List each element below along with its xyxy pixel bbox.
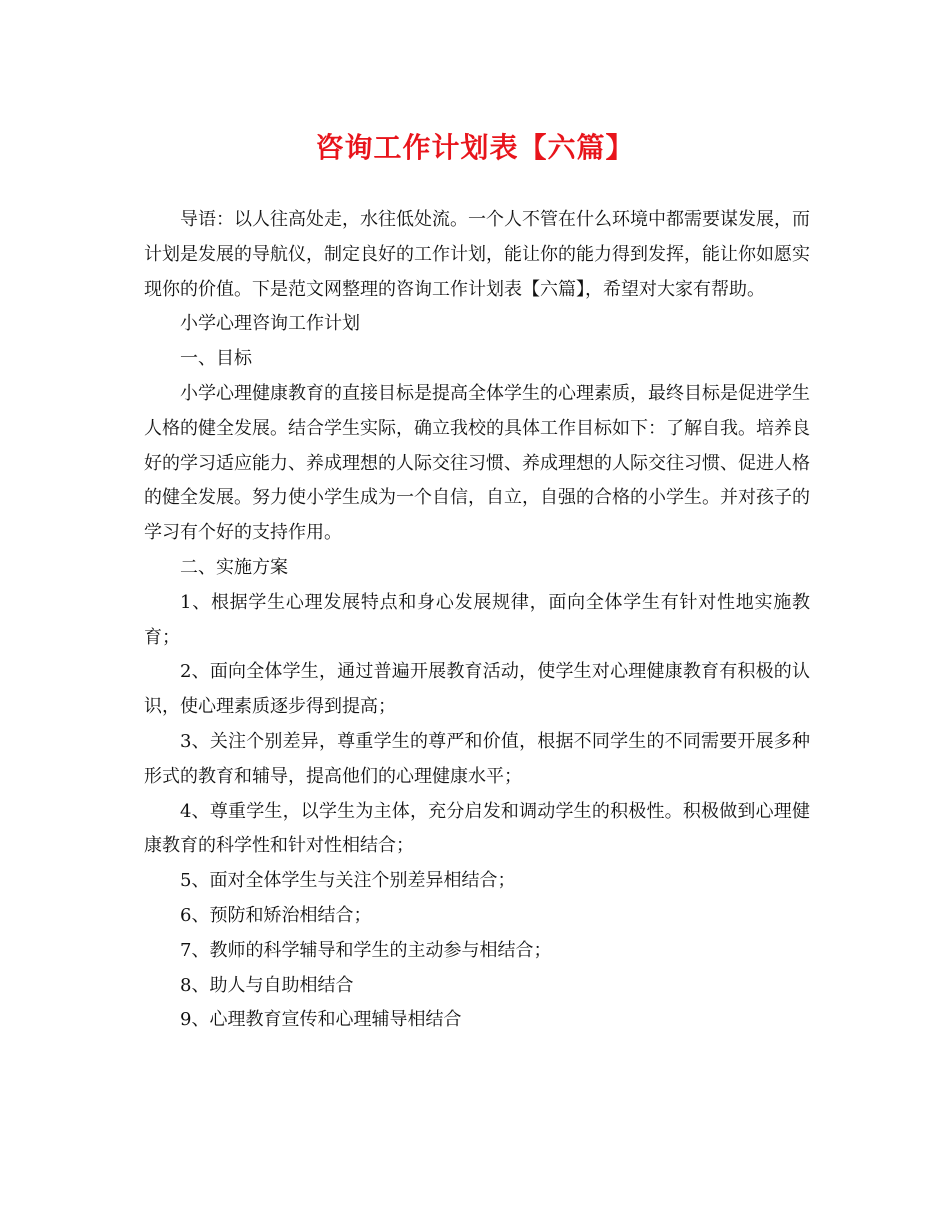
document-title: 咨询工作计划表【六篇】 <box>315 131 635 164</box>
list-item: 1、根据学生心理发展特点和身心发展规律，面向全体学生有针对性地实施教育； <box>144 591 810 648</box>
document-body <box>144 203 810 1038</box>
list-item: 2、面向全体学生，通过普遍开展教育活动，使学生对心理健康教育有积极的认识，使心理素质逐步得到提高； <box>144 661 810 718</box>
subsection-heading: 一、目标 <box>180 348 252 370</box>
list-item: 9、心理教育宣传和心理辅导相结合 <box>180 1009 462 1031</box>
list-item: 6、预防和矫治相结合； <box>180 904 372 926</box>
list-item: 8、助人与自助相结合 <box>180 974 354 996</box>
list-item: 5、面对全体学生与关注个别差异相结合； <box>180 870 516 892</box>
intro-paragraph: 导语：以人往高处走，水往低处流。一个人不管在什么环境中都需要谋发展，而计划是发展的导航仪，制定良好的工作计划，能让你的能力得到发挥，能让你如愿实现你的价值。下是范文网整理的咨询工作计划表【六篇】，希望对大家有帮助。 <box>144 209 810 300</box>
list-item: 4、尊重学生，以学生为主体，充分启发和调动学生的积极性。积极做到心理健康教育的科学性和针对性相结合； <box>144 800 810 857</box>
list-item: 3、关注个别差异，尊重学生的尊严和价值，根据不同学生的不同需要开展多种形式的教育和辅导，提高他们的心理健康水平； <box>144 730 810 787</box>
subsection-heading: 二、实施方案 <box>180 556 288 578</box>
section-heading: 小学心理咨询工作计划 <box>180 313 360 335</box>
goal-paragraph: 小学心理健康教育的直接目标是提高全体学生的心理素质，最终目标是促进学生人格的健全发展。结合学生实际，确立我校的具体工作目标如下：了解自我。培养良好的学习适应能力、养成理想的人际交往习惯、养成理想的人际交往习惯、促进人格的健全发展。努力使小学生成为一个自信，自立，自强的合格的小学生。并对孩子的学习有个好的支持作用。 <box>144 382 810 544</box>
list-item: 7、教师的科学辅导和学生的主动参与相结合； <box>180 939 552 961</box>
